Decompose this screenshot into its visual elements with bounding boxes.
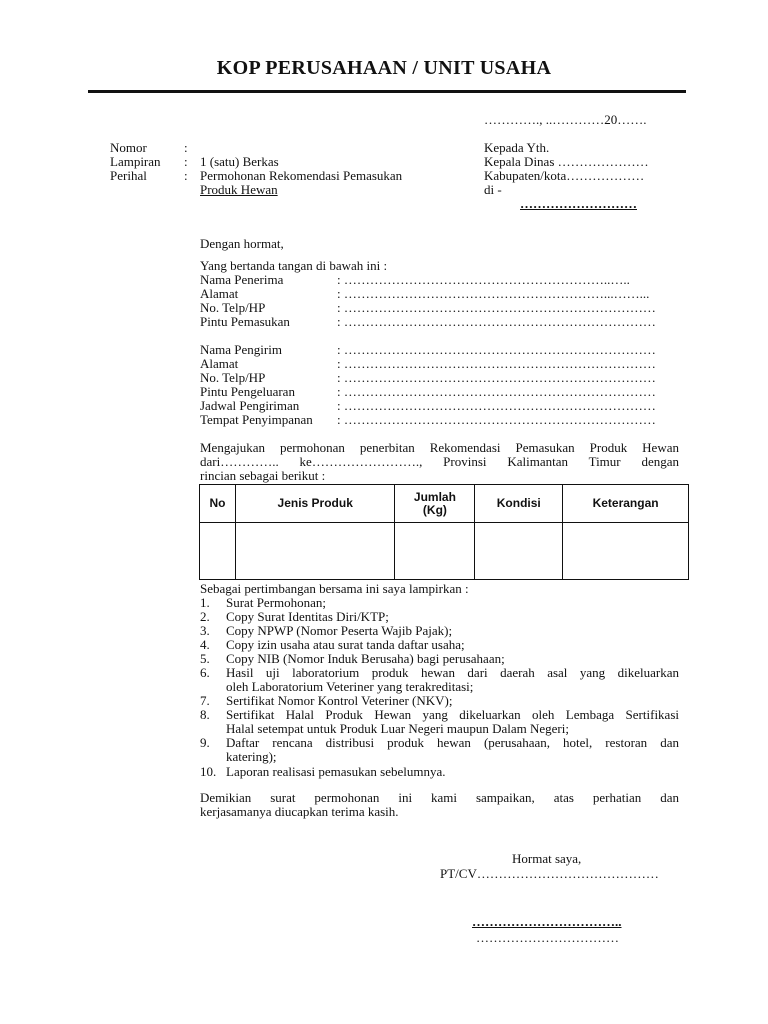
signature-regards: Hormat saya, — [512, 851, 582, 866]
list-item-number: 9. — [200, 735, 210, 750]
list-item-number: 1. — [200, 595, 210, 610]
recipient-line2: Kepala Dinas ………………… — [484, 154, 649, 169]
field-value: : ……………………………………………………………… — [337, 398, 656, 413]
list-item: Surat Permohonan; — [226, 595, 327, 610]
letterhead-rule — [88, 90, 686, 93]
recipient-line5: ……………………… — [520, 196, 637, 211]
recipient-line4: di - — [484, 182, 502, 197]
cell-no — [200, 523, 236, 580]
field-label: Tempat Penyimpanan — [200, 412, 313, 427]
list-item: Copy Surat Identitas Diri/KTP; — [226, 609, 389, 624]
field-label: Alamat — [200, 356, 239, 371]
field-value: : ……………………………………………………………… — [337, 356, 656, 371]
lampiran-colon: : — [184, 154, 188, 169]
perihal-colon: : — [184, 168, 188, 183]
cell-jenis-produk — [235, 523, 395, 580]
list-item-number: 5. — [200, 651, 210, 666]
cell-jumlah — [395, 523, 475, 580]
attachments-intro: Sebagai pertimbangan bersama ini saya lampirkan : — [200, 581, 469, 596]
field-value: : ……………………………………………………………… — [337, 342, 656, 357]
column-header-jenis-produk: Jenis Produk — [235, 485, 395, 523]
closing-line2: kerjasamanya diucapkan terima kasih. — [200, 804, 399, 819]
table-row — [200, 523, 689, 580]
letterhead-title: KOP PERUSAHAAN / UNIT USAHA — [216, 57, 552, 79]
closing-line1: Demikian surat permohonan ini kami sampaikan, atas perhatian dan — [200, 790, 679, 805]
list-item-number: 4. — [200, 637, 210, 652]
field-label: Nama Pengirim — [200, 342, 282, 357]
list-item: Sertifikat Nomor Kontrol Veteriner (NKV); — [226, 693, 453, 708]
field-label: Nama Penerima — [200, 272, 284, 287]
lampiran-label: Lampiran — [110, 154, 161, 169]
perihal-line1: Permohonan Rekomendasi Pemasukan — [200, 168, 403, 183]
product-table — [199, 484, 689, 580]
nomor-colon: : — [184, 140, 188, 155]
field-value: : ……………………………………………………...……... — [337, 286, 650, 301]
list-item: Copy NIB (Nomor Induk Berusaha) bagi perusahaan; — [226, 651, 505, 666]
field-value: : ……………………………………………………………… — [337, 300, 656, 315]
list-item-continuation: Halal setempat untuk Produk Luar Negeri maupun Dalam Negeri; — [226, 721, 569, 736]
field-value: : ……………………………………………………………… — [337, 314, 656, 329]
field-label: Pintu Pemasukan — [200, 314, 290, 329]
request-line2: dari………….. ke……………………., Provinsi Kalimantan Timur dengan — [200, 454, 679, 469]
list-item-continuation: oleh Laboratorium Veteriner yang terakreditasi; — [226, 679, 474, 694]
signature-name-line: …………………………….. — [472, 914, 622, 929]
column-header-keterangan: Keterangan — [563, 485, 689, 523]
salutation: Dengan hormat, — [200, 236, 284, 251]
field-value: : ……………………………………………………………… — [337, 412, 656, 427]
field-label: Jadwal Pengiriman — [200, 398, 300, 413]
signature-title-line: …………………………… — [476, 930, 619, 945]
field-label: No. Telp/HP — [200, 370, 266, 385]
field-label: No. Telp/HP — [200, 300, 266, 315]
list-item: Copy izin usaha atau surat tanda daftar usaha; — [226, 637, 465, 652]
column-header-jumlah — [395, 485, 475, 523]
field-label: Alamat — [200, 286, 239, 301]
jumlah-header-text: Jumlah (Kg) — [413, 489, 456, 517]
perihal-label: Perihal — [110, 168, 147, 183]
signature-company: PT/CV…………………………………… — [440, 866, 659, 881]
list-item-number: 7. — [200, 693, 210, 708]
list-item-number: 3. — [200, 623, 210, 638]
lampiran-value: 1 (satu) Berkas — [200, 154, 279, 169]
table-header-row — [200, 485, 689, 523]
list-item-number: 8. — [200, 707, 210, 722]
list-item: Sertifikat Halal Produk Hewan yang dikeluarkan oleh Lembaga Sertifikasi — [226, 707, 679, 722]
nomor-label: Nomor — [110, 140, 147, 155]
list-item-number: 10. — [200, 764, 217, 779]
column-header-kondisi: Kondisi — [475, 485, 563, 523]
list-item-continuation: katering); — [226, 749, 277, 764]
cell-kondisi — [475, 523, 563, 580]
column-header-no: No — [200, 485, 236, 523]
list-item: Copy NPWP (Nomor Peserta Wajib Pajak); — [226, 623, 453, 638]
recipient-line3: Kabupaten/kota……………… — [484, 168, 645, 183]
list-item: Hasil uji laboratorium produk hewan dari daerah asal yang dikeluarkan — [226, 665, 679, 680]
request-line1: Mengajukan permohonan penerbitan Rekomendasi Pemasukan Produk Hewan — [200, 440, 679, 455]
cell-keterangan — [563, 523, 689, 580]
list-item: Laporan realisasi pemasukan sebelumnya. — [226, 764, 446, 779]
perihal-line2: Produk Hewan — [200, 182, 278, 197]
date-line: …………., ..…………20……. — [484, 112, 647, 127]
list-item-number: 2. — [200, 609, 210, 624]
list-item-number: 6. — [200, 665, 210, 680]
field-value: : ……………………………………………………………… — [337, 384, 656, 399]
request-line3: rincian sebagai berikut : — [200, 468, 326, 483]
recipient-line1: Kepada Yth. — [484, 140, 550, 155]
list-item: Daftar rencana distribusi produk hewan (perusahaan, hotel, restoran dan — [226, 735, 679, 750]
field-label: Pintu Pengeluaran — [200, 384, 295, 399]
field-value: : ……………………………………………………………… — [337, 370, 656, 385]
field-value: : ……………………………………………………..….. — [337, 272, 630, 287]
intro-line: Yang bertanda tangan di bawah ini : — [200, 258, 388, 273]
